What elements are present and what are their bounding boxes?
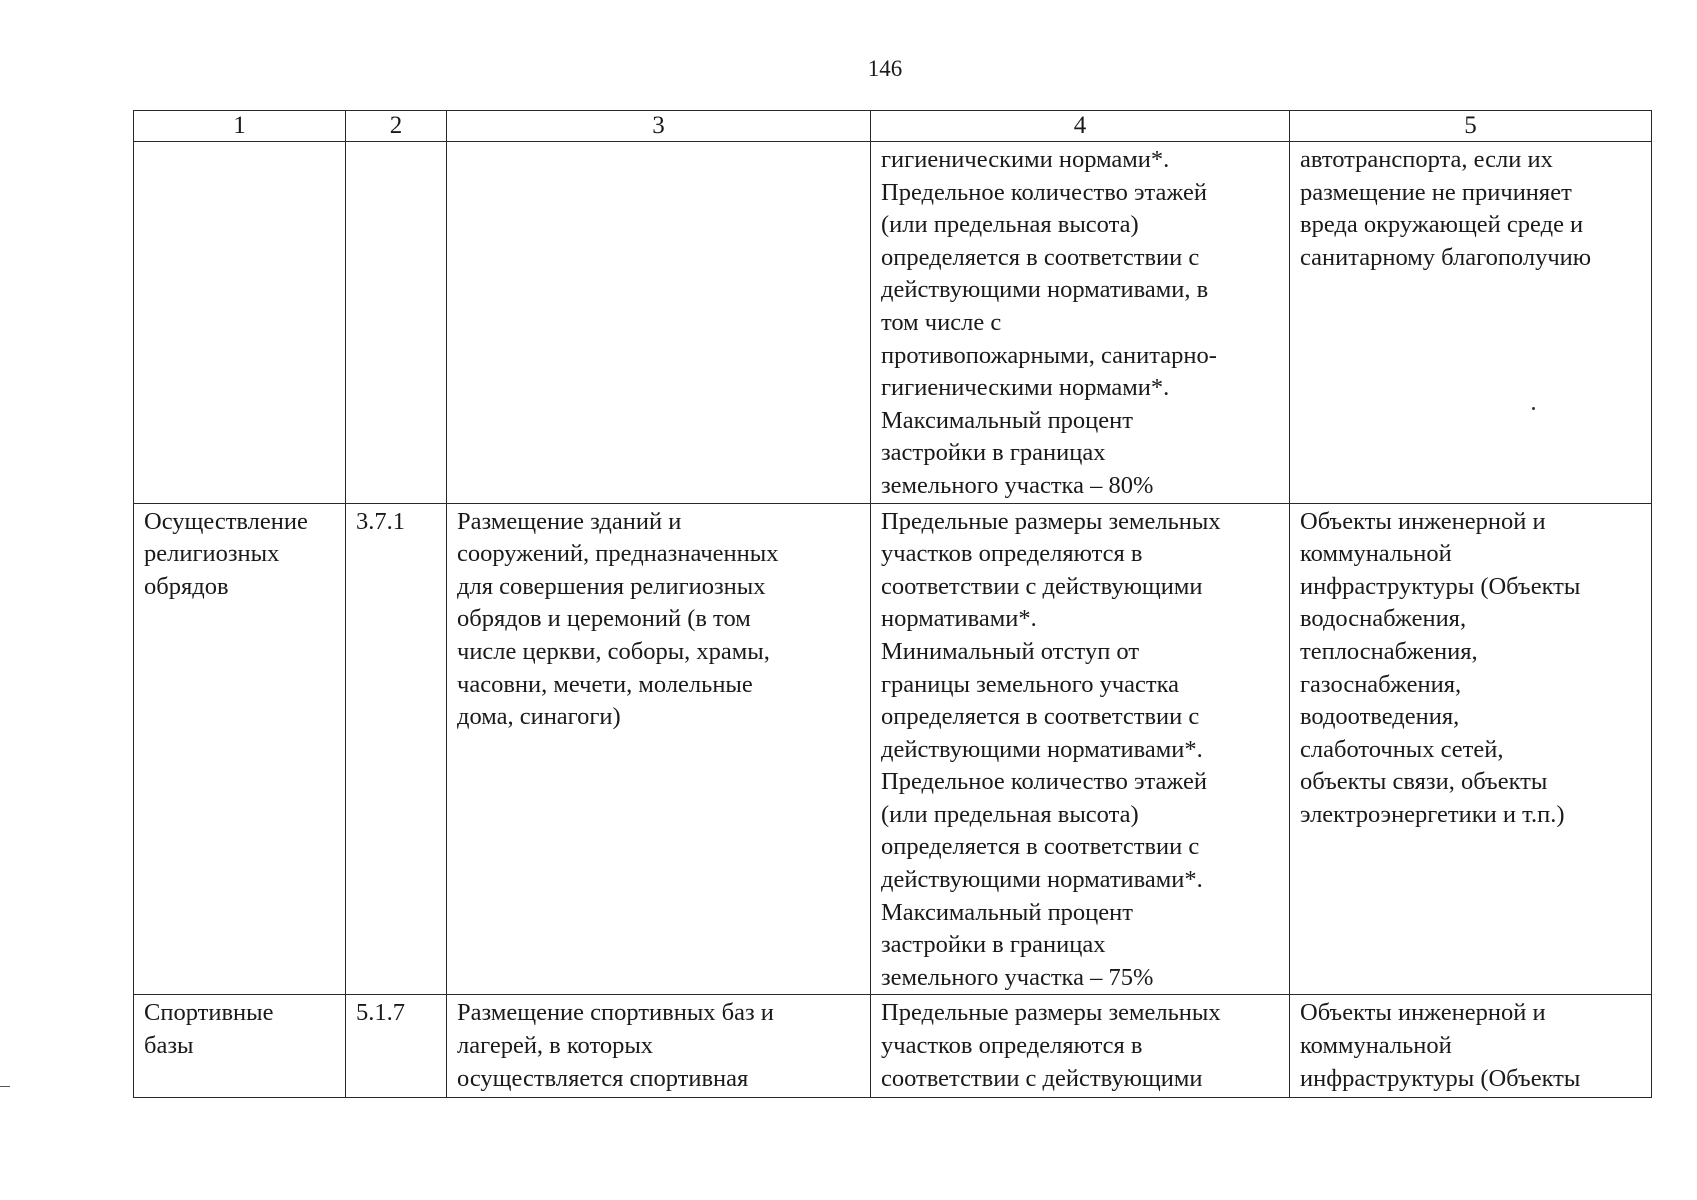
text-line: дома, синагоги): [457, 703, 621, 731]
text-line: участков определяются в: [881, 540, 1143, 568]
table-header-row: [134, 111, 1652, 142]
text-line: Минимальный отступ от: [881, 637, 1140, 665]
text-line: водоснабжения,: [1300, 605, 1467, 633]
text-line: Спортивные: [144, 999, 274, 1027]
table-row-religious: [134, 503, 1652, 995]
text-line: определяется в соответствии с: [881, 833, 1200, 861]
text-line: земельного участка – 80%: [881, 471, 1154, 499]
text-line: коммунальной: [1300, 540, 1452, 568]
text-line: Размещение спортивных баз и: [457, 999, 774, 1027]
text-line: осуществляется спортивная: [457, 1064, 749, 1092]
text-line: вреда окружающей среде и: [1300, 211, 1584, 239]
cell-use-description: [447, 995, 871, 1098]
text-line: нормативами*.: [881, 605, 1037, 633]
cell-use-code: [346, 142, 447, 504]
text-line: Осуществление: [144, 507, 308, 535]
cell-allowed-objects: [1290, 995, 1652, 1098]
text-line: действующими нормативами*.: [881, 866, 1203, 894]
page-number: 146: [867, 56, 903, 81]
cell-allowed-objects: [1290, 142, 1652, 504]
cell-use-name: [134, 995, 346, 1098]
text-line: теплоснабжения,: [1300, 637, 1478, 665]
text-line: участков определяются в: [881, 1032, 1143, 1060]
text-line: лагерей, в которых: [457, 1032, 654, 1060]
text-line: санитарному благополучию: [1300, 243, 1592, 271]
text-line: Объекты инженерной и: [1300, 507, 1546, 535]
text-line: соответствии с действующими: [881, 572, 1203, 600]
text-line: размещение не причиняет: [1300, 178, 1572, 206]
text-line: газоснабжения,: [1300, 670, 1462, 698]
text-line: слаботочных сетей,: [1300, 735, 1504, 763]
cell-use-code: 3.7.1: [346, 503, 447, 995]
text-line: земельного участка – 75%: [881, 963, 1154, 991]
text-line: Предельное количество этажей: [881, 768, 1207, 796]
scan-dust-mark: [1532, 407, 1535, 410]
text-line: Максимальный процент: [881, 406, 1133, 434]
text-line: часовни, мечети, молельные: [457, 670, 753, 698]
text-line: водоотведения,: [1300, 703, 1460, 731]
cell-parameters: [871, 503, 1290, 995]
text-line: обрядов и церемоний (в том: [457, 605, 751, 633]
text-line: Объекты инженерной и: [1300, 999, 1546, 1027]
table-row-continuation: [134, 142, 1652, 504]
text-line: для совершения религиозных: [457, 572, 766, 600]
text-line: соответствии с действующими: [881, 1064, 1203, 1092]
cell-use-name: [134, 503, 346, 995]
text-line: действующими нормативами, в: [881, 276, 1209, 304]
cell-allowed-objects: [1290, 503, 1652, 995]
table-row-sports-bases: [134, 995, 1652, 1098]
header-col-1: 1: [134, 111, 346, 142]
text-line: инфраструктуры (Объекты: [1300, 572, 1581, 600]
text-line: базы: [144, 1032, 194, 1060]
cell-parameters: [871, 142, 1290, 504]
text-line: Максимальный процент: [881, 898, 1133, 926]
scan-edge-mark: [0, 1086, 10, 1087]
text-line: гигиеническими нормами*.: [881, 146, 1170, 173]
text-line: действующими нормативами*.: [881, 735, 1203, 763]
text-line: Предельные размеры земельных: [881, 999, 1221, 1027]
header-col-5: 5: [1290, 111, 1652, 142]
text-line: объекты связи, объекты: [1300, 768, 1548, 796]
cell-use-name: [134, 142, 346, 504]
text-line: обрядов: [144, 572, 229, 600]
text-line: границы земельного участка: [881, 670, 1180, 698]
text-line: инфраструктуры (Объекты: [1300, 1064, 1581, 1092]
text-line: застройки в границах: [881, 931, 1106, 959]
cell-parameters: [871, 995, 1290, 1098]
header-col-2: 2: [346, 111, 447, 142]
cell-use-description: [447, 142, 871, 504]
text-line: Предельные размеры земельных: [881, 507, 1221, 535]
text-line: автотранспорта, если их: [1300, 146, 1553, 173]
text-line: гигиеническими нормами*.: [881, 374, 1170, 402]
text-line: электроэнергетики и т.п.): [1300, 800, 1565, 828]
text-line: (или предельная высота): [881, 800, 1139, 828]
text-line: Размещение зданий и: [457, 507, 682, 535]
zoning-table: [133, 110, 1652, 1098]
text-line: том числе с: [881, 308, 1002, 336]
text-line: (или предельная высота): [881, 211, 1139, 239]
text-line: сооружений, предназначенных: [457, 540, 779, 568]
header-col-4: 4: [871, 111, 1290, 142]
cell-use-code: 5.1.7: [346, 995, 447, 1098]
text-line: застройки в границах: [881, 439, 1106, 467]
header-col-3: 3: [447, 111, 871, 142]
text-line: коммунальной: [1300, 1032, 1452, 1060]
text-line: определяется в соответствии с: [881, 243, 1200, 271]
text-line: числе церкви, соборы, храмы,: [457, 637, 770, 665]
text-line: религиозных: [144, 540, 280, 568]
text-line: определяется в соответствии с: [881, 703, 1200, 731]
text-line: противопожарными, санитарно-: [881, 341, 1217, 369]
text-line: Предельное количество этажей: [881, 178, 1207, 206]
cell-use-description: [447, 503, 871, 995]
